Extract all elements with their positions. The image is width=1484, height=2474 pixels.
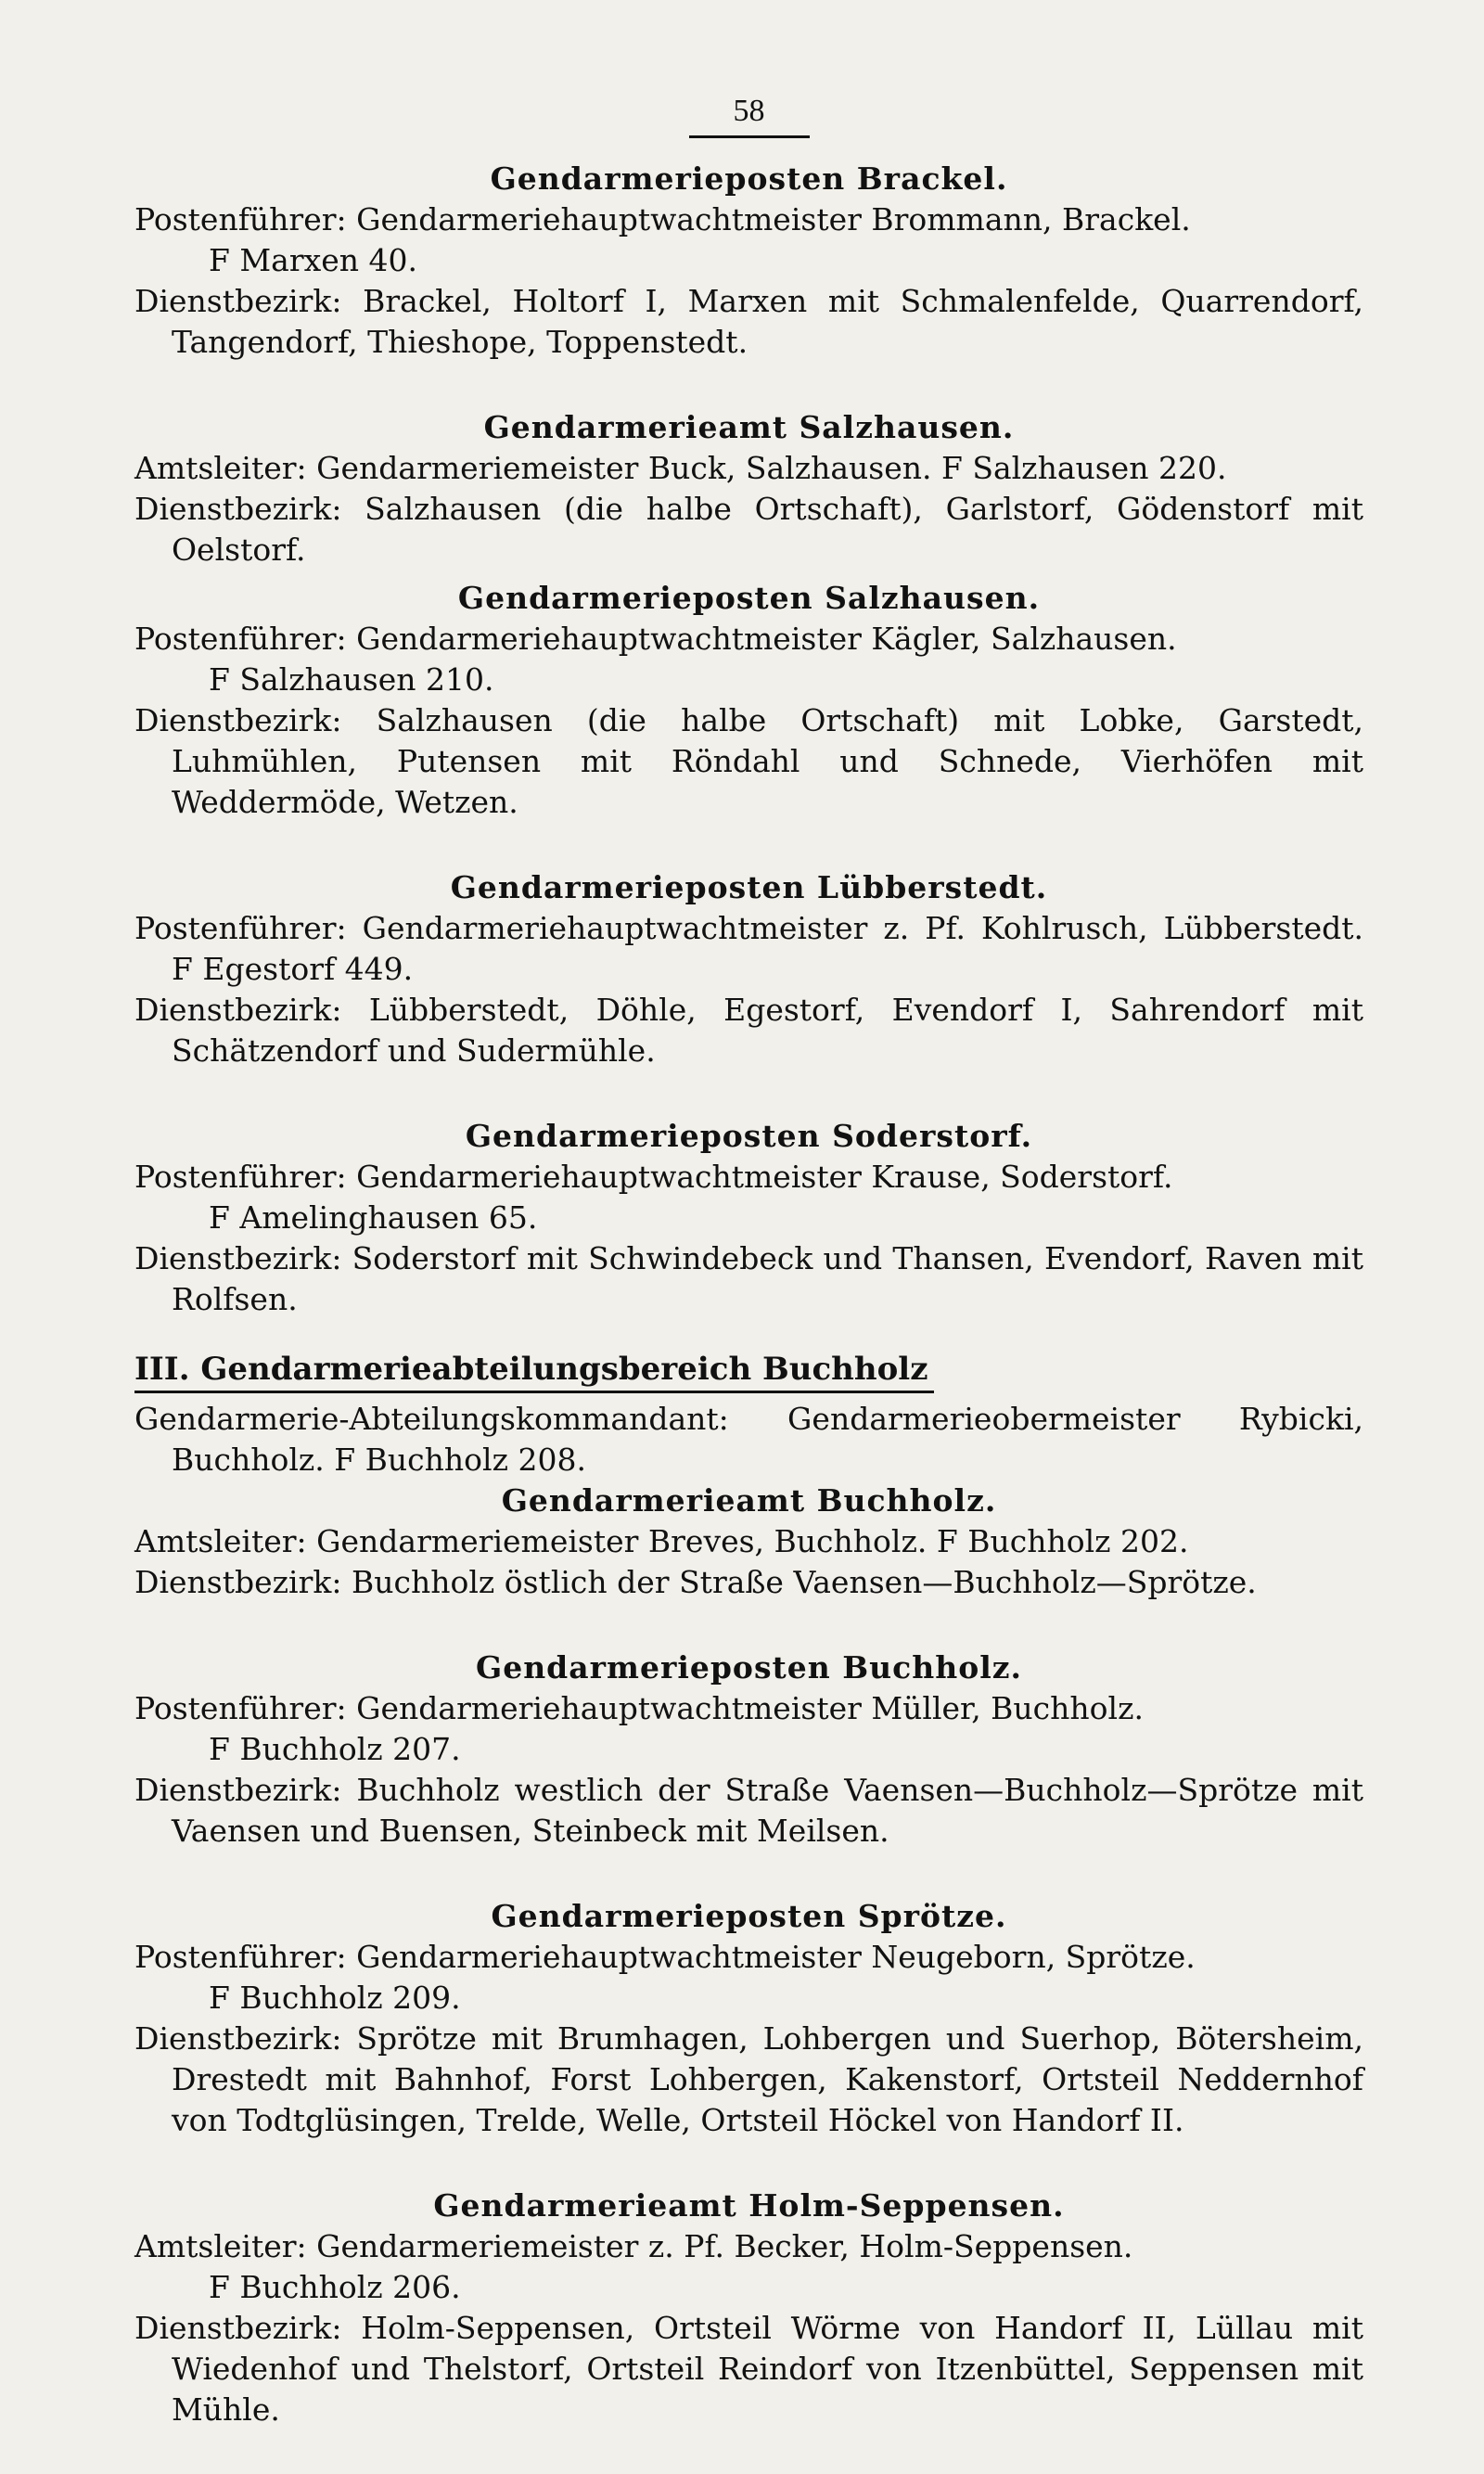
- district-line: Dienstbezirk: Brackel, Holtorf I, Marxen mit Schmalenfelde, Quarrendorf, Tangendorf, Thieshope, Toppenstedt.: [134, 283, 1363, 360]
- section-heading: Gendarmerieposten Salzhausen.: [457, 580, 1041, 616]
- section-heading: Gendarmerieposten Buchholz.: [476, 1649, 1022, 1686]
- district-line: Dienstbezirk: Buchholz östlich der Straße Vaensen—Buchholz—Sprötze.: [134, 1564, 1257, 1600]
- section-heading: Gendarmerieamt Salzhausen.: [483, 409, 1015, 445]
- section-posten-brackel: [134, 159, 1363, 363]
- district-line: Dienstbezirk: Holm-Seppensen, Ortsteil Wörme von Handorf II, Lüllau mit Wiedenhof und Thelstorf, Ortsteil Reindorf von Itzenbüttel, Seppensen mit Mühle.: [134, 2310, 1363, 2428]
- leader-line: Postenführer: Gendarmeriehauptwachtmeister Brommann, Brackel.: [134, 201, 1191, 237]
- page-number: 58: [733, 94, 765, 128]
- part-heading: III. Gendarmerieabteilungsbereich Buchholz: [134, 1348, 934, 1393]
- leader-line: Postenführer: Gendarmeriehauptwachtmeister Kägler, Salzhausen.: [134, 621, 1177, 657]
- section-amt-holm-seppensen: [134, 2186, 1363, 2430]
- page-number-rule: [689, 135, 810, 138]
- phone-line: F Buchholz 207.: [209, 1731, 461, 1767]
- section-heading: Gendarmerieposten Lübberstedt.: [450, 869, 1048, 905]
- district-line: Dienstbezirk: Buchholz westlich der Straße Vaensen—Buchholz—Sprötze mit Vaensen und Buensen, Steinbeck mit Meilsen.: [134, 1772, 1363, 1849]
- district-line: Dienstbezirk: Salzhausen (die halbe Ortschaft), Garlstorf, Gödenstorf mit Oelstorf.: [134, 491, 1363, 568]
- phone-line: F Salzhausen 210.: [209, 661, 494, 698]
- section-amt-salzhausen: [134, 407, 1363, 570]
- section-amt-buchholz: [134, 1481, 1363, 1603]
- leader-line: Postenführer: Gendarmeriehauptwachtmeister Neugeborn, Sprötze.: [134, 1939, 1196, 1975]
- phone-line: F Buchholz 209.: [209, 1980, 461, 2016]
- section-part-iii: [134, 1348, 1363, 1481]
- section-posten-sproetze: [134, 1896, 1363, 2141]
- section-heading: Gendarmerieposten Soderstorf.: [465, 1118, 1033, 1154]
- section-posten-buchholz: [134, 1647, 1363, 1852]
- phone-line: F Marxen 40.: [209, 242, 417, 278]
- leader-line: Amtsleiter: Gendarmeriemeister z. Pf. Becker, Holm-Seppensen.: [134, 2228, 1133, 2264]
- leader-line: Amtsleiter: Gendarmeriemeister Breves, Buchholz. F Buchholz 202.: [134, 1523, 1189, 1559]
- phone-line: F Amelinghausen 65.: [209, 1199, 538, 1236]
- section-heading: Gendarmerieposten Sprötze.: [491, 1898, 1007, 1934]
- commander-line: Gendarmerie-Abteilungskommandant: Gendarmerieobermeister Rybicki, Buchholz. F Buchholz 208.: [134, 1401, 1363, 1478]
- leader-line: Postenführer: Gendarmeriehauptwachtmeister Müller, Buchholz.: [134, 1690, 1144, 1726]
- district-line: Dienstbezirk: Sprötze mit Brumhagen, Lohbergen und Suerhop, Bötersheim, Drestedt mit Bahnhof, Forst Lohbergen, Kakenstorf, Ortsteil Neddernhof von Todtglüsingen, Trelde, Welle, Ortsteil Höckel von Handorf II.: [134, 2020, 1363, 2138]
- section-posten-soderstorf: [134, 1116, 1363, 1320]
- district-line: Dienstbezirk: Soderstorf mit Schwindebeck und Thansen, Evendorf, Raven mit Rolfsen.: [134, 1240, 1363, 1317]
- leader-line: Postenführer: Gendarmeriehauptwachtmeister z. Pf. Kohlrusch, Lübberstedt. F Egestorf 449.: [134, 910, 1363, 987]
- section-posten-salzhausen: [134, 578, 1363, 823]
- district-line: Dienstbezirk: Lübberstedt, Döhle, Egestorf, Evendorf I, Sahrendorf mit Schätzendorf und Sudermühle.: [134, 992, 1363, 1069]
- district-line: Dienstbezirk: Salzhausen (die halbe Ortschaft) mit Lobke, Garstedt, Luhmühlen, Putensen mit Röndahl und Schnede, Vierhöfen mit Weddermöde, Wetzen.: [134, 702, 1363, 820]
- section-heading: Gendarmerieposten Brackel.: [490, 160, 1008, 197]
- section-heading: Gendarmerieamt Buchholz.: [501, 1482, 997, 1519]
- section-heading: Gendarmerieamt Holm-Seppensen.: [433, 2187, 1065, 2224]
- section-posten-luebberstedt: [134, 867, 1363, 1071]
- leader-line: Amtsleiter: Gendarmeriemeister Buck, Salzhausen. F Salzhausen 220.: [134, 450, 1227, 486]
- phone-line: F Buchholz 206.: [209, 2269, 461, 2305]
- leader-line: Postenführer: Gendarmeriehauptwachtmeister Krause, Soderstorf.: [134, 1159, 1173, 1195]
